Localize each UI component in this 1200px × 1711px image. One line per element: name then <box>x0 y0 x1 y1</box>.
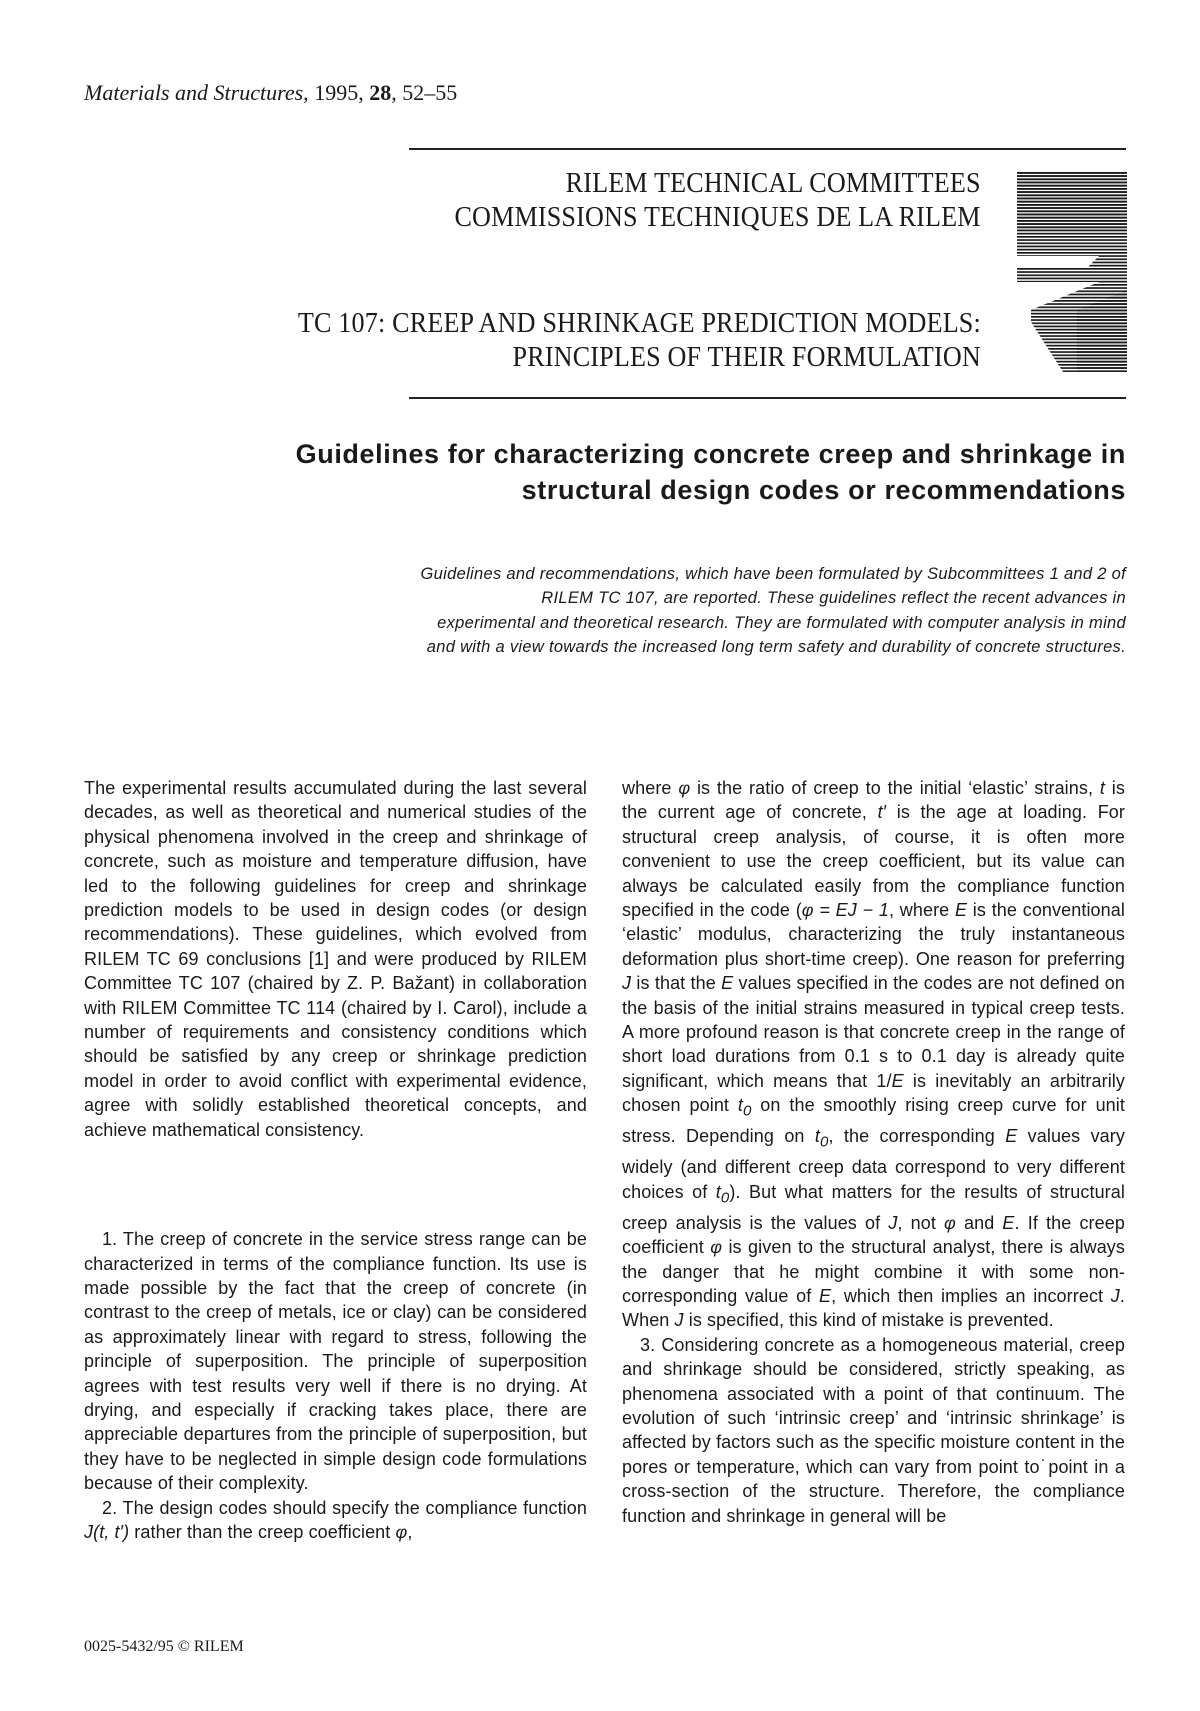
guideline-2-text: 2. The design codes should specify the compliance function <box>102 1497 587 1518</box>
text-run: and <box>955 1212 1003 1233</box>
text-run: . If the creep coefficient <box>622 1212 1125 1258</box>
committees-line-2: COMMISSIONS TECHNIQUES DE LA RILEM <box>454 201 981 233</box>
phi-symbol: φ <box>710 1237 723 1258</box>
t-symbol: t <box>715 1181 721 1202</box>
text-run: where <box>622 778 679 798</box>
J-symbol: J <box>674 1310 684 1331</box>
t-prime-symbol: t′ <box>877 802 887 823</box>
journal-name: Materials and Structures, <box>84 80 309 105</box>
J-symbol: J <box>1110 1285 1120 1306</box>
guideline-2-start <box>84 1496 587 1545</box>
right-column <box>622 776 1125 1528</box>
phi-symbol: φ <box>395 1521 408 1542</box>
phi-symbol: φ <box>678 778 691 798</box>
equation: φ = EJ − 1 <box>801 900 889 921</box>
t-symbol: t <box>737 1095 743 1116</box>
t0-symbol <box>715 1181 730 1207</box>
text-run: is the current age of concrete, <box>622 778 1125 823</box>
subscript-0: 0 <box>819 1133 829 1151</box>
text-run: is the age at loading. For structural creep analysis, of course, it is often more convenient to use the creep coefficient, but its value can always be calculated easily from the compliance function specified in the code ( <box>622 802 1125 921</box>
subscript-0: 0 <box>720 1189 730 1207</box>
E-symbol: E <box>955 900 968 921</box>
E-symbol: E <box>721 973 734 994</box>
abstract-line-2: RILEM TC 107, are reported. These guidelines reflect the recent advances in <box>541 589 1126 608</box>
text-run: is that the <box>631 973 722 994</box>
header-top-rule <box>409 148 1126 150</box>
t0-symbol <box>737 1095 752 1120</box>
committees-heading <box>455 166 981 234</box>
text-run: is inevitably an arbitrarily chosen point <box>622 1070 1126 1116</box>
abstract-line-4: and with a view towards the increased long term safety and durability of concrete structures. <box>426 637 1126 656</box>
paper-title <box>226 436 1126 508</box>
journal-year: 1995, <box>308 80 370 105</box>
text-run: is specified, this kind of mistake is prevented. <box>683 1310 1054 1331</box>
title-line-1: Guidelines for characterizing concrete creep and shrinkage in <box>295 439 1126 469</box>
text-run: . When <box>622 1285 1125 1331</box>
subscript-0: 0 <box>742 1102 752 1120</box>
journal-pages: , 52–55 <box>391 80 458 105</box>
guideline-2-text-end: rather than the creep coefficient <box>129 1521 396 1542</box>
tc-line-1: TC 107: CREEP AND SHRINKAGE PREDICTION MODELS: <box>297 307 981 339</box>
compliance-function-symbol: J(t, t′) <box>84 1521 130 1542</box>
header-bottom-rule <box>409 397 1126 399</box>
text-run: on the smoothly rising creep curve for unit stress. Depending on <box>622 1095 1125 1147</box>
tc-line-2: PRINCIPLES OF THEIR FORMULATION <box>512 341 981 373</box>
abstract <box>296 562 1126 659</box>
guideline-1: 1. The creep of concrete in the service stress range can be characterized in terms of the compliance function. Its use is made possible by the fact that the creep of concrete (in contrast to the creep of metals, ice or clay) can be considered as approximately linear with regard to stress, following the principle of superposition. The principle of superposition agrees with test results very well if there is no drying. At drying, and especially if cracking takes place, there are appreciable departures from the principle of superposition, but they have to be neglected in simple design code formulations because of their complexity. <box>84 1229 587 1494</box>
text-run: ). But what matters for the results of structural creep analysis is the values of <box>622 1181 1125 1233</box>
t0-symbol <box>814 1126 829 1151</box>
paragraph-spacer <box>84 1142 587 1227</box>
copyright-line: 0025-5432/95 © RILEM <box>84 1638 244 1655</box>
abstract-line-3: experimental and theoretical research. They are formulated with computer analysis in mind <box>437 613 1126 632</box>
text-run: values vary widely (and different creep data correspond to very different choices of <box>622 1126 1125 1202</box>
left-column <box>84 776 587 1544</box>
text-run: , not <box>897 1212 945 1233</box>
text-run: , which then implies an incorrect <box>831 1285 1111 1306</box>
text-run: is the conventional ‘elastic’ modulus, characterizing the truly instantaneous deformation plus short-time creep). One reason for preferring <box>622 900 1125 969</box>
comma: , <box>407 1521 413 1542</box>
J-symbol: J <box>888 1212 898 1233</box>
E-symbol: E <box>1002 1212 1015 1233</box>
t-symbol: t <box>814 1126 820 1147</box>
text-run: is the ratio of creep to the initial ‘elastic’ strains, <box>690 778 1100 798</box>
t-symbol: t <box>1099 778 1105 798</box>
E-symbol: E <box>819 1285 832 1306</box>
title-line-2: structural design codes or recommendations <box>521 475 1126 505</box>
committees-line-1: RILEM TECHNICAL COMMITTEES <box>565 167 981 199</box>
E-symbol: E <box>1005 1126 1018 1147</box>
intro-paragraph: The experimental results accumulated during the last several decades, as well as theoretical and numerical studies of the physical phenomena involved in the creep and shrinkage of concrete, such as moisture and temperature diffusion, have led to the following guidelines for creep and shrinkage prediction models to be used in design codes (or design recommendations). These guidelines, which evolved from RILEM TC 69 conclusions [1] and were produced by RILEM Committee TC 107 (chaired by Z. P. Bažant) in collaboration with RILEM Committee TC 114 (chaired by I. Carol), include a number of requirements and consistency conditions which should be satisfied by any creep or shrinkage prediction model in order to avoid conflict with experimental evidence, agree with solidly established theoretical concepts, and achieve mathematical consistency. <box>84 778 587 1140</box>
text-run: , the corresponding <box>828 1126 1006 1147</box>
text-run: , where <box>888 900 955 921</box>
abstract-line-1: Guidelines and recommendations, which have been formulated by Subcommittees 1 and 2 of <box>420 565 1126 583</box>
text-run: is given to the structural analyst, there is always the danger that he might combine it with some non-corresponding value of <box>622 1237 1126 1306</box>
tc-heading <box>298 306 981 374</box>
journal-volume: 28 <box>369 80 392 105</box>
text-run: values specified in the codes are not defined on the basis of the initial strains measured in typical creep tests. A more profound reason is that concrete creep in the range of short load durations from 0.1 s to 0.1 day is already quite significant, which means that 1/ <box>622 973 1125 1091</box>
guideline-3: 3. Considering concrete as a homogeneous material, creep and shrinkage should be considered, strictly speaking, as phenomena associated with a point of that continuum. The evolution of such ‘intrinsic creep’ and ‘intrinsic shrinkage’ is affected by factors such as the specific moisture content in the pores or temperature, which can vary from point to˙point in a cross-section of the structure. Therefore, the compliance function and shrinkage in general will be <box>622 1334 1125 1526</box>
J-symbol: J <box>622 973 632 994</box>
phi-symbol: φ <box>944 1212 956 1233</box>
rilem-logo-icon <box>1017 172 1127 372</box>
journal-citation <box>84 80 457 106</box>
E-symbol: E <box>891 1070 904 1091</box>
guideline-2-continued <box>622 776 1125 1333</box>
